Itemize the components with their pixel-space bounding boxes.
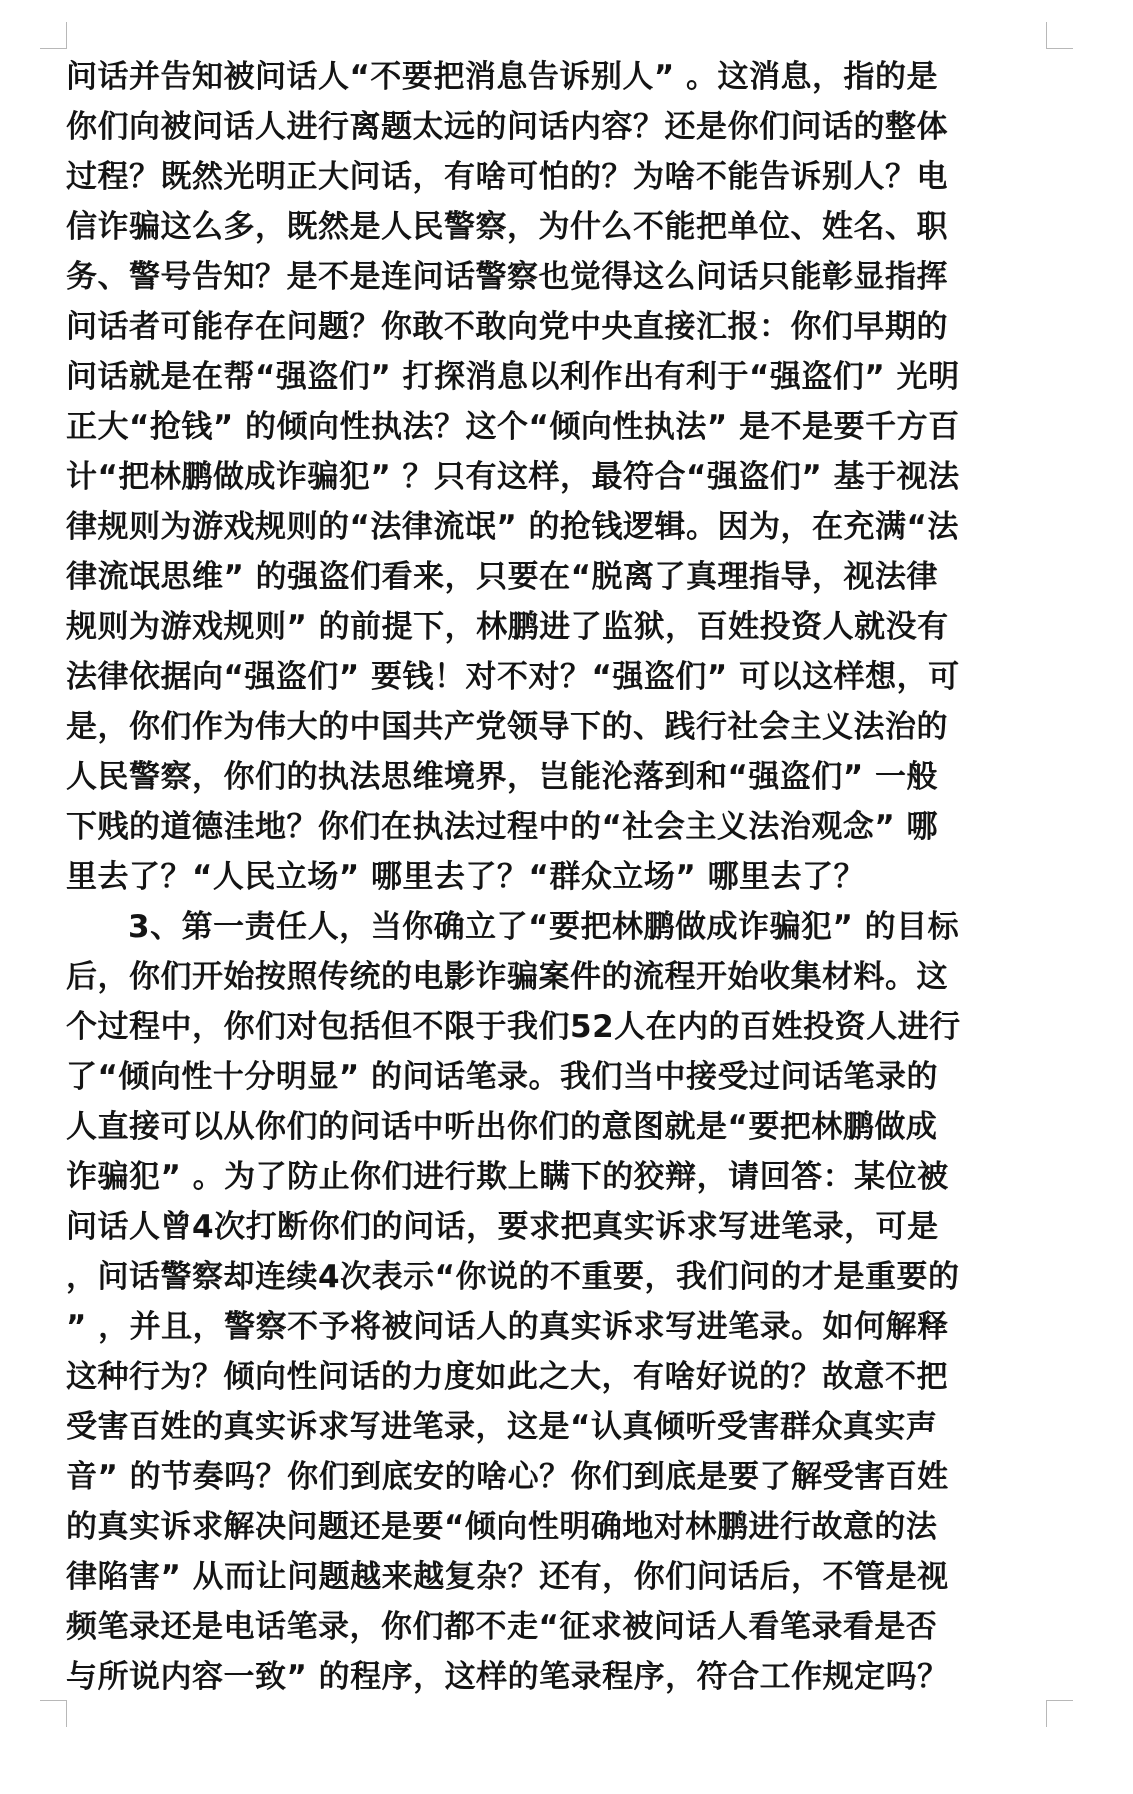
text-line: 了“倾向性十分明显” 的问话笔录。我们当中接受过问话笔录的 [66, 1059, 939, 1095]
text-line: 与所说内容一致” 的程序，这样的笔录程序，符合工作规定吗？ [66, 1659, 949, 1695]
text-line: 过程？既然光明正大问话，有啥可怕的？为啥不能告诉别人？电 [66, 159, 948, 195]
text-line: 律陷害” 从而让问题越来越复杂？还有，你们问话后，不管是视 [66, 1559, 949, 1595]
text-line: 人民警察，你们的执法思维境界，岂能沦落到和“强盗们” 一般 [66, 759, 939, 795]
text-line: 下贱的道德洼地？你们在执法过程中的“社会主义法治观念” 哪 [66, 809, 939, 845]
text-line: 问话人曾4次打断你们的问话，要求把真实诉求写进笔录，可是 [66, 1209, 939, 1245]
text-line: 的真实诉求解决问题还是要“倾向性明确地对林鹏进行故意的法 [66, 1509, 938, 1545]
text-line: 务、警号告知？是不是连问话警察也觉得这么问话只能彰显指挥 [66, 259, 948, 295]
text-line: 里去了？“人民立场” 哪里去了？“群众立场” 哪里去了？ [66, 859, 866, 895]
text-line: 后，你们开始按照传统的电影诈骗案件的流程开始收集材料。这 [66, 959, 948, 995]
text-line: 律规则为游戏规则的“法律流氓” 的抢钱逻辑。因为，在充满“法 [66, 509, 959, 545]
text-line: 问话者可能存在问题？你敢不敢向党中央直接汇报：你们早期的 [66, 309, 948, 345]
paragraph-start-line: 3、第一责任人，当你确立了“要把林鹏做成诈骗犯” 的目标 [128, 909, 960, 945]
crop-mark-bottom-right [1046, 1700, 1073, 1727]
text-line: 这种行为？倾向性问话的力度如此之大，有啥好说的？故意不把 [66, 1359, 948, 1395]
crop-mark-bottom-left [40, 1700, 67, 1727]
text-line: 诈骗犯” 。为了防止你们进行欺上瞒下的狡辩，请回答：某位被 [66, 1159, 949, 1195]
text-line: 你们向被问话人进行离题太远的问话内容？还是你们问话的整体 [66, 109, 948, 145]
text-line: 受害百姓的真实诉求写进笔录，这是“认真倾听受害群众真实声 [66, 1409, 938, 1445]
crop-mark-top-right [1046, 22, 1073, 49]
text-line: ，问话警察却连续4次表示“你说的不重要，我们问的才是重要的 [66, 1259, 960, 1295]
text-line: 计“把林鹏做成诈骗犯” ？只有这样，最符合“强盗们” 基于视法 [66, 459, 960, 495]
text-line: 是，你们作为伟大的中国共产党领导下的、践行社会主义法治的 [66, 709, 948, 745]
text-line: 音” 的节奏吗？你们到底安的啥心？你们到底是要了解受害百姓 [66, 1459, 949, 1495]
text-line: 问话并告知被问话人“不要把消息告诉别人” 。这消息，指的是 [66, 59, 939, 95]
text-line: 人直接可以从你们的问话中听出你们的意图就是“要把林鹏做成 [66, 1109, 938, 1145]
text-line: 规则为游戏规则” 的前提下，林鹏进了监狱，百姓投资人就没有 [66, 609, 949, 645]
text-line: 信诈骗这么多，既然是人民警察，为什么不能把单位、姓名、职 [66, 209, 948, 245]
document-body [66, 52, 1046, 1702]
text-line: 频笔录还是电话笔录，你们都不走“征求被问话人看笔录看是否 [66, 1609, 938, 1645]
text-line: ” ，并且，警察不予将被问话人的真实诉求写进笔录。如何解释 [66, 1309, 949, 1345]
text-line: 法律依据向“强盗们” 要钱！对不对？“强盗们” 可以这样想，可 [66, 659, 960, 695]
text-line: 正大“抢钱” 的倾向性执法？这个“倾向性执法” 是不是要千方百 [66, 409, 960, 445]
text-line: 律流氓思维” 的强盗们看来，只要在“脱离了真理指导，视法律 [66, 559, 939, 595]
crop-mark-top-left [40, 22, 67, 49]
text-line: 个过程中，你们对包括但不限于我们52人在内的百姓投资人进行 [66, 1009, 961, 1045]
text-line: 问话就是在帮“强盗们” 打探消息以利作出有利于“强盗们” 光明 [66, 359, 960, 395]
